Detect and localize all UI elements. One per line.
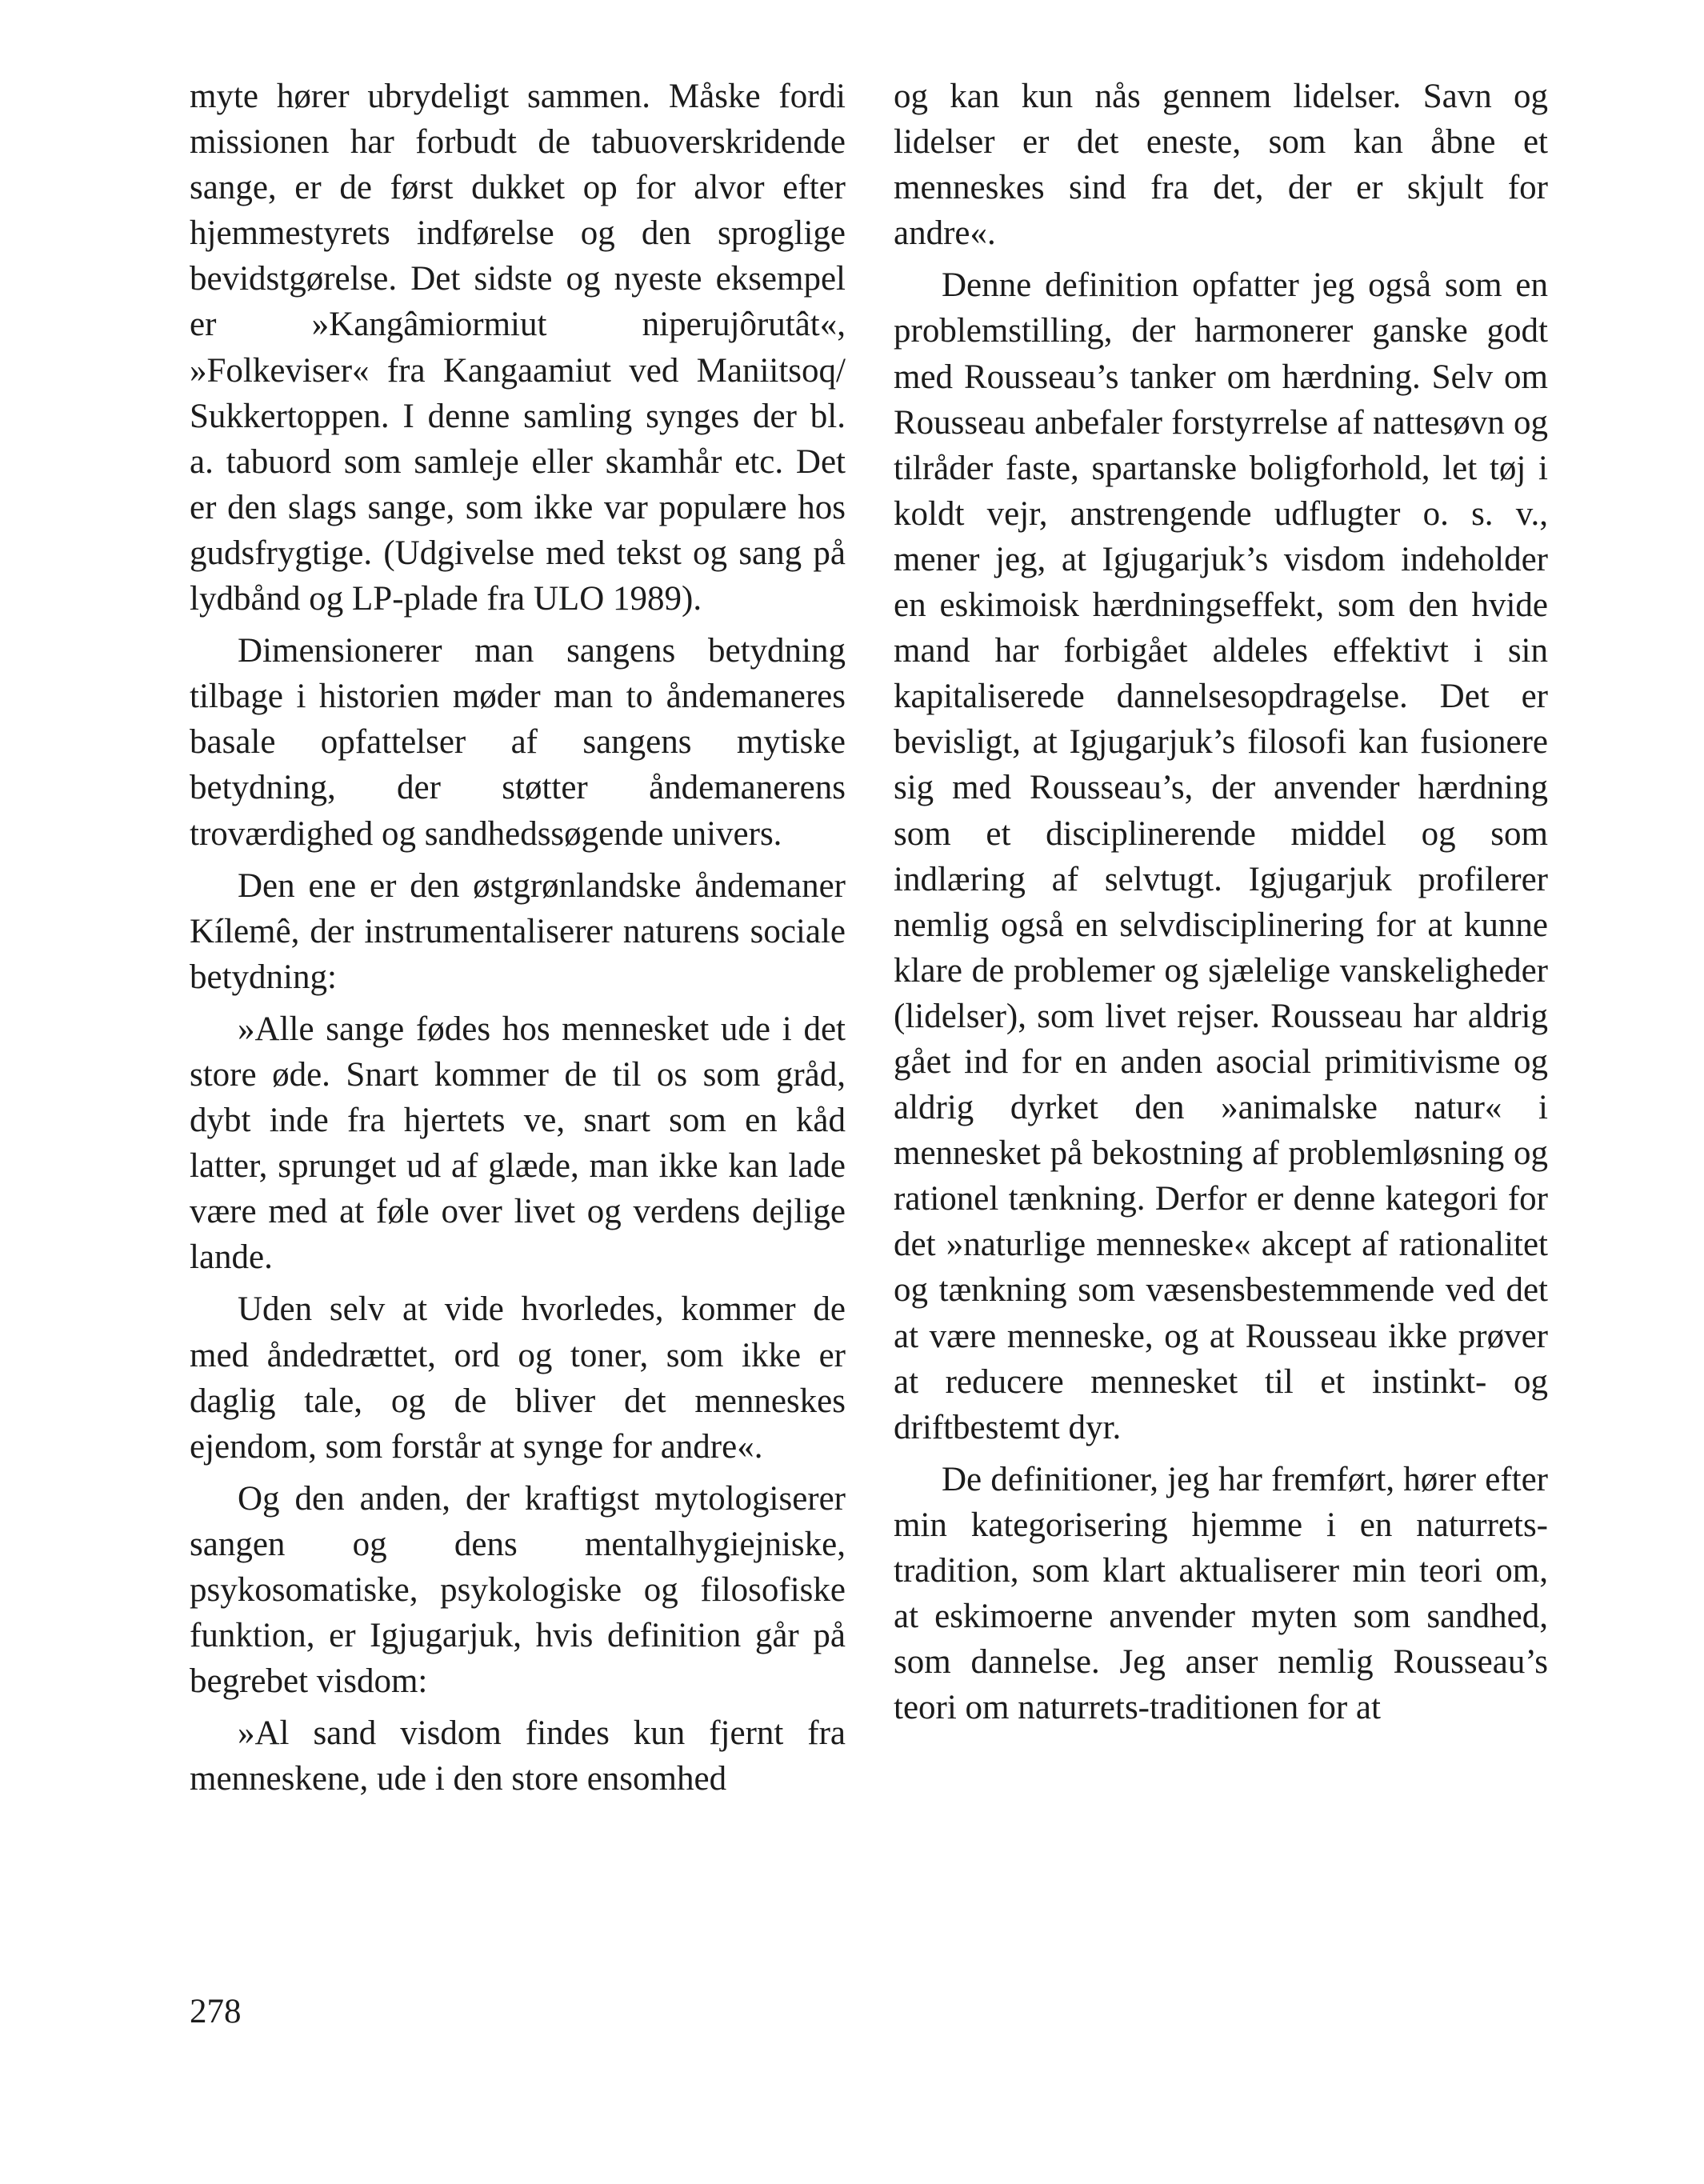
paragraph: Og den anden, der kraftigst mytologiserer sangen og dens mentalhygiejniske, psykosomatiske, psykologiske og filosofiske funktion, er Igjugarjuk, hvis definition går på begrebet visdom: [190, 1479, 846, 1701]
quote-paragraph: og kan kun nås gennem lidelser. Savn og lidelser er det eneste, som kan åbne et menneskes sind fra det, der er skjult for andre«. [894, 78, 1548, 253]
paragraph: Dimensionerer man sangens betydning tilbage i historien møder man to åndemaneres basale opfattelser af sangens mytiske betydning, der støtter åndemanerens troværdighed og sandhedssøgende univers. [190, 632, 846, 853]
left-text-column [190, 74, 846, 1808]
page-number: 278 [190, 1993, 242, 2030]
right-text-column [894, 74, 1548, 1737]
quote-paragraph: »Alle sange fødes hos mennesket ude i det store øde. Snart kommer de til os som gråd, dybt inde fra hjertets ve, snart som en kåd latter, sprunget ud af glæde, man ikke kan lade være med at føle over livet og verdens dejlige lande. [190, 1010, 846, 1277]
paragraph: Den ene er den østgrønlandske åndemaner Kílemê, der instrumentaliserer naturens sociale betydning: [190, 866, 846, 996]
paragraph: myte hører ubrydeligt sammen. Måske fordi missionen har forbudt de tabuoverskridende sange, er de først dukket op for alvor efter hjemmestyrets indførelse og den sproglige bevidstgørelse. Det sidste og nyeste eksempel er »Kangâmiormiut niperujôrutât«, »Folkeviser« fra Kangaamiut ved Maniitsoq/ Sukkertoppen. I denne samling synges der bl. a. tabuord som samleje eller skamhår etc. Det er den slags sange, som ikke var populære hos gudsfrygtige. (Udgivelse med tekst og sang på lydbånd og LP-plade fra ULO 1989). [190, 78, 846, 618]
paragraph: De definitioner, jeg har fremført, hører efter min kategorisering hjemme i en naturrets-tradition, som klart aktualiserer min teori om, at eskimoerne anvender myten som sandhed, som dannelse. Jeg anser nemlig Rousseau’s teori om naturrets-traditionen for at [894, 1460, 1548, 1727]
quote-paragraph: »Al sand visdom findes kun fjernt fra menneskene, ude i den store ensomhed [190, 1714, 846, 1798]
paragraph: Denne definition opfatter jeg også som en problemstilling, der harmonerer ganske godt med Rousseau’s tanker om hærdning. Selv om Rousseau anbefaler forstyrrelse af nattesøvn og tilråder faste, spartanske boligforhold, let tøj i koldt vejr, anstrengende udflugter o. s. v., mener jeg, at Igjugarjuk’s visdom indeholder en eskimoisk hærdningseffekt, som den hvide mand har forbigået aldeles effektivt i sin kapitaliserede dannelsesopdragelse. Det er bevisligt, at Igjugarjuk’s filosofi kan fusionere sig med Rousseau’s, der anvender hærdning som et disciplinerende middel og som indlæring af selvtugt. Igjugarjuk profilerer nemlig også en selvdisciplinering for at kunne klare de problemer og sjælelige vanskeligheder (lidelser), som livet rejser. Rousseau har aldrig gået ind for en anden asocial primitivisme og aldrig dyrket den »animalske natur« i mennesket på bekostning af problemløsning og rationel tænkning. Derfor er denne kategori for det »naturlige menneske« akcept af rationalitet og tænkning som væsensbestemmende ved det at være menneske, og at Rousseau ikke prøver at reducere mennesket til et instinkt- og driftbestemt dyr. [894, 266, 1548, 1446]
quote-paragraph: Uden selv at vide hvorledes, kommer de med åndedrættet, ord og toner, som ikke er daglig tale, og de bliver det menneskes ejendom, som forstår at synge for andre«. [190, 1290, 846, 1466]
